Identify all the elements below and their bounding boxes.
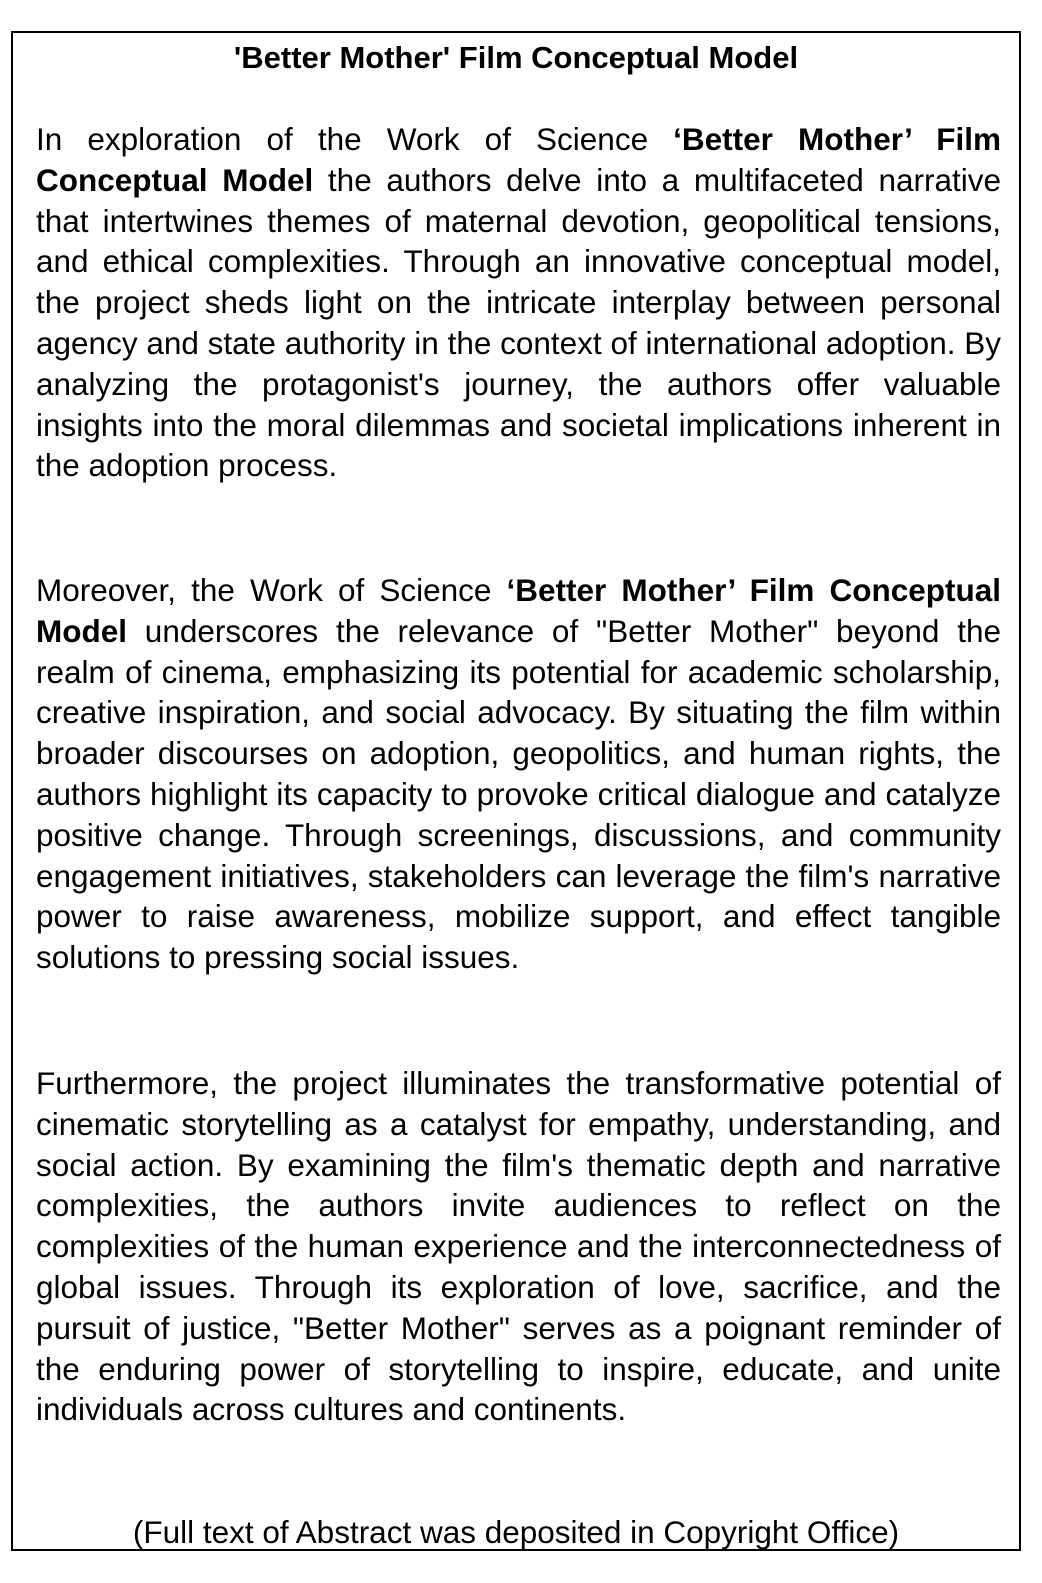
footer-note: (Full text of Abstract was deposited in Copyright Office)	[132, 1514, 900, 1550]
paragraph-2-body: underscores the relevance of "Better Mother" beyond the realm of cinema, emphasizing its potential for academic scholarship, creative inspiration, and social advocacy. By situating the film within broader discourses on adoption, geopolitics, and human rights, the authors highlight its capacity to provoke critical dialogue and catalyze positive change. Through screenings, discussions, and community engagement initiatives, stakeholders can leverage the film's narrative power to raise awareness, mobilize support, and effect tangible solutions to pressing social issues.	[36, 612, 1001, 976]
paragraph-3: Furthermore, the project illuminates the transformative potential of cinematic storytelling as a catalyst for empathy, understanding, and social action. By examining the film's thematic depth and narrative complexities, the authors invite audiences to reflect on the complexities of the human experience and the interconnectedness of global issues. Through its exploration of love, sacrifice, and the pursuit of justice, "Better Mother" serves as a poignant reminder of the enduring power of storytelling to inspire, educate, and unite individuals across cultures and continents.	[36, 1065, 1001, 1428]
abstract-frame	[11, 31, 1021, 1551]
document-title: 'Better Mother' Film Conceptual Model	[233, 40, 799, 75]
paragraph-1-body: the authors delve into a multifaceted narrative that intertwines themes of maternal devotion, geopolitical tensions, and ethical complexities. Through an innovative conceptual model, the project sheds light on the intricate interplay between personal agency and state authority in the context of international adoption. By analyzing the protagonist's journey, the authors offer valuable insights into the moral dilemmas and societal implications inherent in the adoption process.	[36, 161, 1001, 484]
paragraph-1	[36, 119, 1001, 486]
paragraph-1-intro: In exploration of the Work of Science	[36, 121, 674, 157]
paragraph-2	[36, 570, 1001, 978]
paragraph-1-bold-title: ‘Better Mother’ Film Conceptual Model	[36, 121, 1001, 198]
paragraph-2-intro: Moreover, the Work of Science	[36, 572, 507, 608]
paragraph-2-bold-title: ‘Better Mother’ Film Conceptual Model	[36, 572, 1001, 649]
